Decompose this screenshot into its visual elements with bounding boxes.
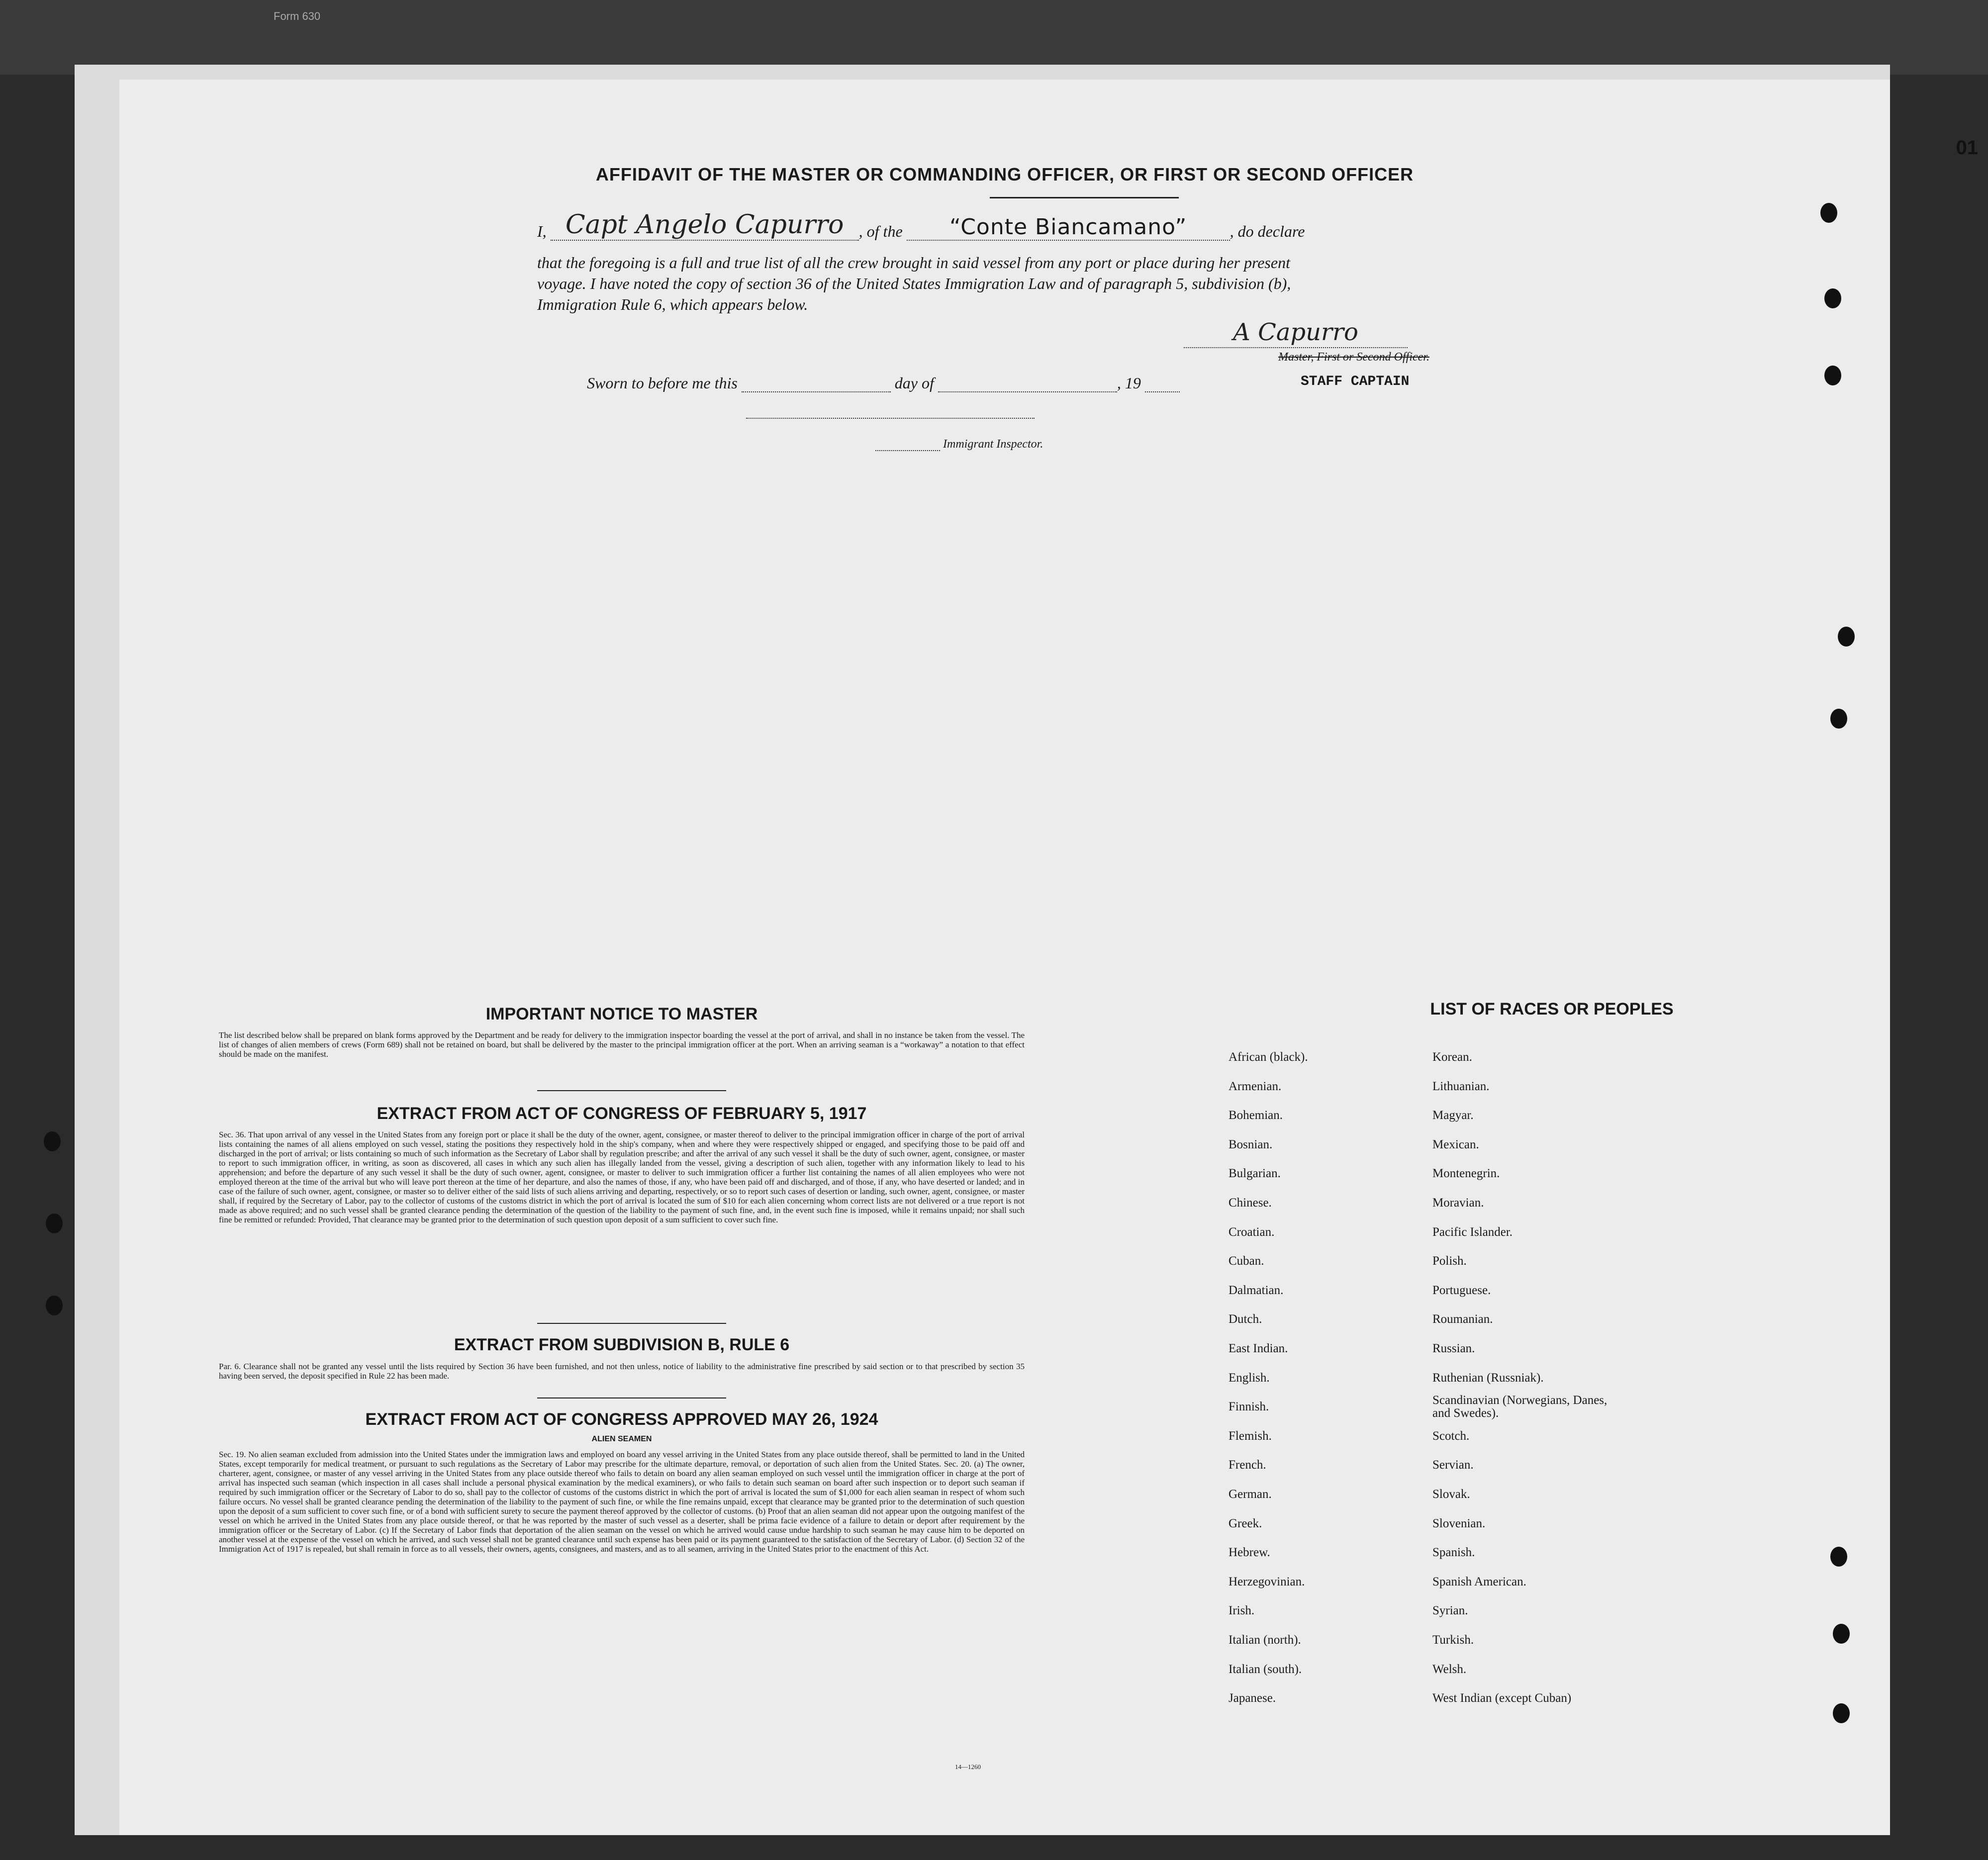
notice-title: IMPORTANT NOTICE TO MASTER: [485, 1005, 758, 1023]
of-the-text: , of the: [858, 222, 903, 240]
race-item: Montenegrin.: [1432, 1167, 1500, 1181]
affidavit-prefix: I,: [537, 222, 547, 240]
affidavit-line-3: voyage. I have noted the copy of section 36 of the United States Immigration Law and of paragraph 5, subdivision (b),: [537, 275, 1291, 292]
extract-1917-rule: [537, 1323, 726, 1324]
affidavit-line-2: that the foregoing is a full and true list of all the crew brought in said vessel from any port or place during her present: [537, 254, 1290, 272]
race-item: French.: [1229, 1458, 1266, 1472]
officer-label: Master, First or Second Officer.: [1278, 351, 1429, 364]
officer-title-stamp: STAFF CAPTAIN: [1301, 374, 1410, 389]
inspector-label-line: [875, 438, 1043, 451]
race-item: Korean.: [1432, 1050, 1472, 1064]
inspector-signature-field: [746, 418, 1035, 419]
sworn-line: [587, 374, 1681, 392]
race-item: Bohemian.: [1229, 1109, 1283, 1122]
extract-rule6-rule: [537, 1397, 726, 1398]
sworn-text: Sworn to before me this: [587, 374, 738, 392]
race-item: West Indian (except Cuban): [1432, 1691, 1572, 1705]
page-corner-number: 01: [1956, 137, 1978, 159]
race-item: Spanish American.: [1432, 1575, 1526, 1588]
race-item: Spanish.: [1432, 1546, 1475, 1560]
race-item: German.: [1229, 1488, 1272, 1501]
affidavit-title: AFFIDAVIT OF THE MASTER OR COMMANDING OFFICER, OR FIRST OR SECOND OFFICER: [595, 164, 1414, 185]
race-item: Ruthenian (Russniak).: [1432, 1371, 1544, 1385]
race-item: Dutch.: [1229, 1312, 1262, 1326]
race-item: Bosnian.: [1229, 1137, 1273, 1151]
inspector-label: Immigrant Inspector.: [943, 438, 1043, 451]
document-page: [119, 80, 1890, 1835]
alien-seamen-subtitle: ALIEN SEAMEN: [591, 1435, 652, 1443]
race-item: Finnish.: [1229, 1400, 1269, 1414]
ship-name: “Conte Biancamano”: [949, 214, 1187, 240]
punch-hole: [1838, 627, 1855, 647]
punch-hole: [1833, 1624, 1850, 1644]
year-text: , 19: [1117, 374, 1141, 392]
race-item: Scandinavian (Norwegians, Danes, and Swedes).: [1432, 1394, 1608, 1420]
extract-1924-text: Sec. 19. No alien seaman excluded from admission into the United States under the immigration laws and employed on board any vessel arriving in the United States from any place outside thereof, shall be permitted to land in the United States, except temporarily for medical treatment, or pursuant to such regulations as the Secretary of Labor may prescribe for the ultimate departure, removal, or deportation of such alien from the United States. Sec. 20. (a) The owner, charterer, agent, consignee, or master of any vessel arriving in the United States from any place outside thereof who fails to detain on board any alien seaman employed on such vessel until the immigration officer in charge at the port of arrival has inspected such seaman (which inspection in all cases shall include a personal physical examination by the medical examiners), or who fails to detain such seaman on board after such inspection or to deport such seaman if required by such immigration officer or the Secretary of Labor to do so, shall pay to the collector of customs of the customs district in which the port of arrival is located the sum of $1,000 for each alien seaman in respect of whom such failure occurs. No vessel shall be granted clearance pending the determination of the liability to the payment of such fine, or while the fine remains unpaid, except that clearance may be granted prior to the determination of such question upon the deposit of a sum sufficient to cover such fine, or of a bond with sufficient surety to secure the payment thereof approved by the collector of customs. (b) Proof that an alien seaman did not appear upon the outgoing manifest of the vessel on which he arrived in the United States from any place outside thereof, or that he was reported by the master of such vessel as a deserter, shall be prima facie evidence of a failure to detain or deport after requirement by the immigration officer or the Secretary of Labor. (c) If the Secretary of Labor finds that deportation of the alien seaman on the vessel on which he arrived would cause undue hardship to such seaman he may cause him to be deported on another vessel at the expense of the vessel on which he arrived, and such vessel shall not be granted clearance until such expense has been paid or its payment guaranteed to the satisfaction of the Secretary of Labor. (d) Section 32 of the Immigration Act of 1917 is repealed, but shall remain in force as to all vessels, their owners, agents, consignees, and masters, and as to all seamen, arriving in the United States prior to the enactment of this Act.: [219, 1450, 1025, 1554]
day-of-text: day of: [894, 374, 934, 392]
form-label: Form 630: [274, 10, 321, 22]
punch-hole: [1830, 1547, 1847, 1567]
print-code: 14—1260: [955, 1763, 981, 1770]
inspector-blank: [875, 450, 940, 451]
sworn-year-field: [1145, 391, 1180, 392]
punch-hole: [44, 1131, 61, 1151]
punch-hole: [1833, 1703, 1850, 1723]
race-item: Roumanian.: [1432, 1312, 1493, 1326]
affidavit-line-1: [537, 210, 1631, 241]
punch-hole: [1820, 203, 1837, 223]
race-item: English.: [1229, 1371, 1270, 1385]
race-item: Herzegovinian.: [1229, 1575, 1305, 1588]
notice-text: The list described below shall be prepared on blank forms approved by the Department and be ready for delivery to the immigration inspector boarding the vessel at the port of arrival, and shall in no instance be taken from the vessel. The list of changes of alien members of crews (Form 689) shall not be retained on board, but shall be delivered by the master to the principal immigration officer at the port. When an arriving seaman is a “workaway” a notation to that effect should be made on the manifest.: [219, 1030, 1025, 1059]
sworn-day-field: [742, 391, 891, 392]
race-item: Greek.: [1229, 1516, 1262, 1530]
race-item: Italian (south).: [1229, 1662, 1302, 1676]
race-item: Cuban.: [1229, 1254, 1264, 1268]
race-item: Slovak.: [1432, 1488, 1470, 1501]
extract-1917-text: Sec. 36. That upon arrival of any vessel in the United States from any foreign port or place it shall be the duty of the owner, agent, consignee, or master thereof to deliver to the principal immigration officer in charge of the port of arrival lists containing the names of all aliens employed on such vessel, stating the positions they respectively hold in the ship's company, when and where they were respectively shipped or engaged, and specifying those to be paid off and discharged in the port of arrival; or lists containing so much of such information as the Secretary of Labor shall by regulation prescribe; and after the arrival of any such vessel it shall be the duty of such owner, agent, consignee, or master to report to such immigration officer, in writing, as soon as discovered, all cases in which any such alien has illegally landed from the vessel, giving a description of such alien, together with any information likely to lead to his apprehension; and before the departure of any such vessel it shall be the duty of such owner, agent, consignee, or master to deliver to such immigration officer a further list containing the names of all alien employees who were not employed thereon at the time of the arrival but who will leave port thereon at the time of her departure, and also the names of those, if any, who have been paid off and discharged, and of those, if any, who have deserted or landed; and in case of the failure of such owner, agent, consignee, or master so to deliver either of the said lists of such aliens arriving and departing, respectively, or so to report such cases of desertion or landing, such owner, agent, consignee, or master shall, if required by the Secretary of Labor, pay to the collector of customs of the customs district in which the port of arrival is located the sum of $10 for each alien concerning whom correct lists are not delivered or a true report is not made as above required; and no such vessel shall be granted clearance pending the determination of the question of the liability to the payment of such fine, and, in the event such fine is imposed, while it remains unpaid; nor shall such fine be remitted or refunded: Provided, That clearance may be granted prior to the determination of such question upon deposit of a sum sufficient to cover such fine.: [219, 1130, 1025, 1224]
race-item: Bulgarian.: [1229, 1167, 1281, 1181]
extract-rule6-text: Par. 6. Clearance shall not be granted any vessel until the lists required by Section 36 have been furnished, and not then unless, notice of liability to the administrative fine prescribed by said section or to that prescribed by section 35 having been served, the deposit specified in Rule 22 has been made.: [219, 1362, 1025, 1381]
extract-1924-title: EXTRACT FROM ACT OF CONGRESS APPROVED MAY 26, 1924: [365, 1410, 878, 1429]
punch-hole: [1824, 288, 1841, 308]
race-item: Magyar.: [1432, 1109, 1474, 1122]
race-item: Moravian.: [1432, 1196, 1484, 1209]
race-item: Pacific Islander.: [1432, 1225, 1513, 1239]
extract-1917-title: EXTRACT FROM ACT OF CONGRESS OF FEBRUARY 5, 1917: [377, 1104, 867, 1123]
master-name-handwritten: Capt Angelo Capurro: [565, 210, 844, 240]
affidavit-line-4: Immigration Rule 6, which appears below.: [537, 295, 808, 313]
race-item: Flemish.: [1229, 1429, 1272, 1443]
scanner-top-edge: [0, 0, 1988, 75]
race-item: Servian.: [1432, 1458, 1474, 1472]
race-item: Dalmatian.: [1229, 1283, 1284, 1297]
race-item: Polish.: [1432, 1254, 1467, 1268]
race-item: Slovenian.: [1432, 1516, 1486, 1530]
race-item: Lithuanian.: [1432, 1079, 1490, 1093]
race-item: Syrian.: [1432, 1604, 1468, 1618]
punch-hole: [1824, 366, 1841, 385]
punch-hole: [46, 1296, 63, 1315]
notice-rule: [537, 1090, 726, 1091]
sworn-month-field: [938, 391, 1117, 392]
extract-rule6-title: EXTRACT FROM SUBDIVISION B, RULE 6: [454, 1335, 790, 1354]
race-item: Hebrew.: [1229, 1546, 1270, 1560]
race-item: Mexican.: [1432, 1137, 1479, 1151]
race-item: Turkish.: [1432, 1633, 1474, 1647]
race-item: Croatian.: [1229, 1225, 1275, 1239]
race-item: Portuguese.: [1432, 1283, 1491, 1297]
race-item: Russian.: [1432, 1342, 1475, 1355]
punch-hole: [46, 1213, 63, 1233]
race-item: Chinese.: [1229, 1196, 1272, 1209]
race-item: Japanese.: [1229, 1691, 1276, 1705]
race-item: Italian (north).: [1229, 1633, 1301, 1647]
title-rule: [990, 197, 1179, 198]
race-item: Welsh.: [1432, 1662, 1467, 1676]
race-item: Scotch.: [1432, 1429, 1470, 1443]
race-item: Irish.: [1229, 1604, 1255, 1618]
race-item: East Indian.: [1229, 1342, 1288, 1355]
do-declare-text: , do declare: [1230, 222, 1305, 240]
race-item: Armenian.: [1229, 1079, 1282, 1093]
signature: A Capurro: [1233, 318, 1358, 346]
signature-field: [1184, 318, 1408, 348]
punch-hole: [1830, 709, 1847, 729]
races-title: LIST OF RACES OR PEOPLES: [1430, 1000, 1674, 1019]
ship-name-field: [907, 214, 1230, 241]
race-item: African (black).: [1229, 1050, 1308, 1064]
master-name-field: [551, 210, 859, 241]
